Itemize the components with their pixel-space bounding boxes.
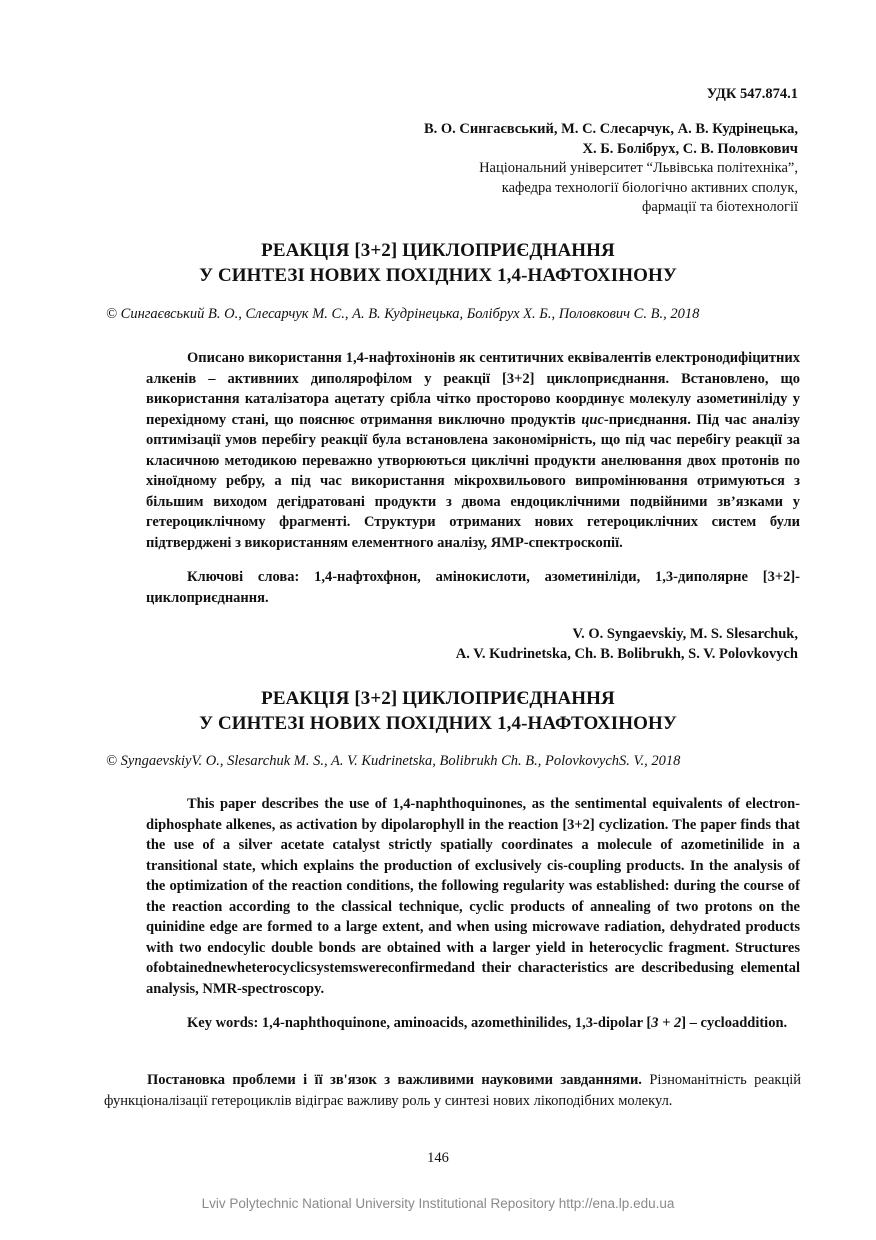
intro-text: Різноманітність реакцій функціоналізації гетероциклів відіграє важливу роль у синтезі нових лікоподібних молекул. bbox=[104, 1072, 801, 1109]
authors-en-line: A. V. Kudrinetska, Ch. B. Bolibrukh, S. V. Polovkovych bbox=[455, 645, 798, 662]
copyright-en: © SyngaevskiyV. O., Slesarchuk M. S., A. V. Kudrinetska, Bolibrukh Ch. B., PolovkovychS. V., 2018 bbox=[106, 753, 681, 769]
abstract-ua-italic: цис bbox=[581, 411, 604, 428]
authors-ua bbox=[424, 120, 798, 159]
abstract-ua-part: -приєднання. Під час аналізу оптимізації умов перебігу реакції була встановлена закономірність, що під час перебігу реакції за класичною методикою переважно утворюються циклічні продукти анелювання двох протонів по хіноїдному ребру, а під час використання мікрохвильового випромінювання отримуються з більшим виходом дегідратовані продукти з двома ендоциклічними подвійними зв’язками у гетероциклічному фрагменті. Структури отриманих нових гетероциклічних систем були підтверджені з використанням елементного аналізу, ЯМР-спектроскопії. bbox=[146, 411, 800, 551]
affiliation-line: кафедра технології біологічно активних сполук, bbox=[501, 179, 798, 196]
title-en-line: РЕАКЦІЯ [3+2] ЦИКЛОПРИЄДНАННЯ bbox=[261, 688, 615, 709]
title-en-line: У СИНТЕЗІ НОВИХ ПОХІДНИХ 1,4-НАФТОХІНОНУ bbox=[199, 713, 677, 734]
affiliation bbox=[479, 159, 798, 218]
keywords-en bbox=[146, 1013, 800, 1034]
keywords-en-part: Key words: 1,4-naphthoquinone, aminoacids, azomethinilides, 1,3-dipolar [ bbox=[187, 1015, 652, 1031]
page-number: 146 bbox=[427, 1150, 449, 1166]
title-ua-line: У СИНТЕЗІ НОВИХ ПОХІДНИХ 1,4-НАФТОХІНОНУ bbox=[199, 265, 677, 286]
repository-footer: Lviv Polytechnic National University Institutional Repository http://ena.lp.edu.ua bbox=[201, 1196, 675, 1211]
keywords-en-italic: 3 + 2 bbox=[651, 1015, 682, 1031]
title-ua bbox=[0, 238, 876, 288]
title-ua-line: РЕАКЦІЯ [3+2] ЦИКЛОПРИЄДНАННЯ bbox=[261, 240, 615, 261]
affiliation-line: фармації та біотехнології bbox=[642, 199, 798, 215]
keywords-ua: Ключові слова: 1,4-нафтохфнон, амінокислоти, азометиніліди, 1,3-диполярне [3+2]-циклоприєднання. bbox=[146, 569, 800, 606]
abstract-ua bbox=[146, 348, 800, 553]
intro-paragraph bbox=[104, 1070, 801, 1112]
authors-en bbox=[456, 625, 798, 664]
keywords-en-part: ] – cycloaddition. bbox=[681, 1015, 788, 1031]
intro-heading: Постановка проблеми і її зв'язок з важливими науковими завданнями. bbox=[147, 1072, 642, 1088]
udk-code: УДК 547.874.1 bbox=[706, 86, 798, 102]
affiliation-line: Національний університет “Львівська політехніка”, bbox=[479, 160, 798, 176]
title-en bbox=[0, 686, 876, 736]
abstract-ua-part: Описано використання 1,4-нафтохінонів як сентитичних еквівалентів електронодифіцитних алкенів – активниих диполярофілом у реакції [3+2] циклоприєднання. Встановлено, що використання каталізатора ацетату срібла чітко просторово координує молекулу азометиніліду у перехідному стані, що пояснює отримання виключно продуктів bbox=[146, 350, 800, 428]
authors-ua-line: В. О. Сингаєвський, М. С. Слесарчук, А. В. Кудрінецька, bbox=[423, 121, 798, 137]
authors-ua-line: Х. Б. Болібрух, С. В. Половкович bbox=[582, 140, 798, 157]
copyright-ua: © Сингаєвський В. О., Слесарчук М. С., А. В. Кудрінецька, Болібрух Х. Б., Половкович С. В., 2018 bbox=[106, 306, 700, 322]
abstract-en: This paper describes the use of 1,4-naphthoquinones, as the sentimental equivalents of electron-diphosphate alkenes, as activation by dipolarophyll in the reaction [3+2] cyclization. The paper finds that the use of a silver acetate catalyst strictly spatially coordinates a molecule of azometinilide in a transitional state, which explains the production of exclusively cis-coupling products. In the analysis of the optimization of the reaction conditions, the following regularity was established: during the course of the reaction according to the classical technique, cyclic products of annealing of two protons on the quinidine edge are formed to a large extent, and when using microwave radiation, dehydrated products with two endocylic double bonds are obtained with a larger yield in heterocyclic fragment. Structures ofobtainednewheterocyclicsystemswereconfirmedand their characteristics are describedusing elemental analysis, NMR-spectroscopy. bbox=[146, 796, 800, 997]
authors-en-line: V. O. Syngaevskiy, M. S. Slesarchuk, bbox=[572, 626, 798, 642]
